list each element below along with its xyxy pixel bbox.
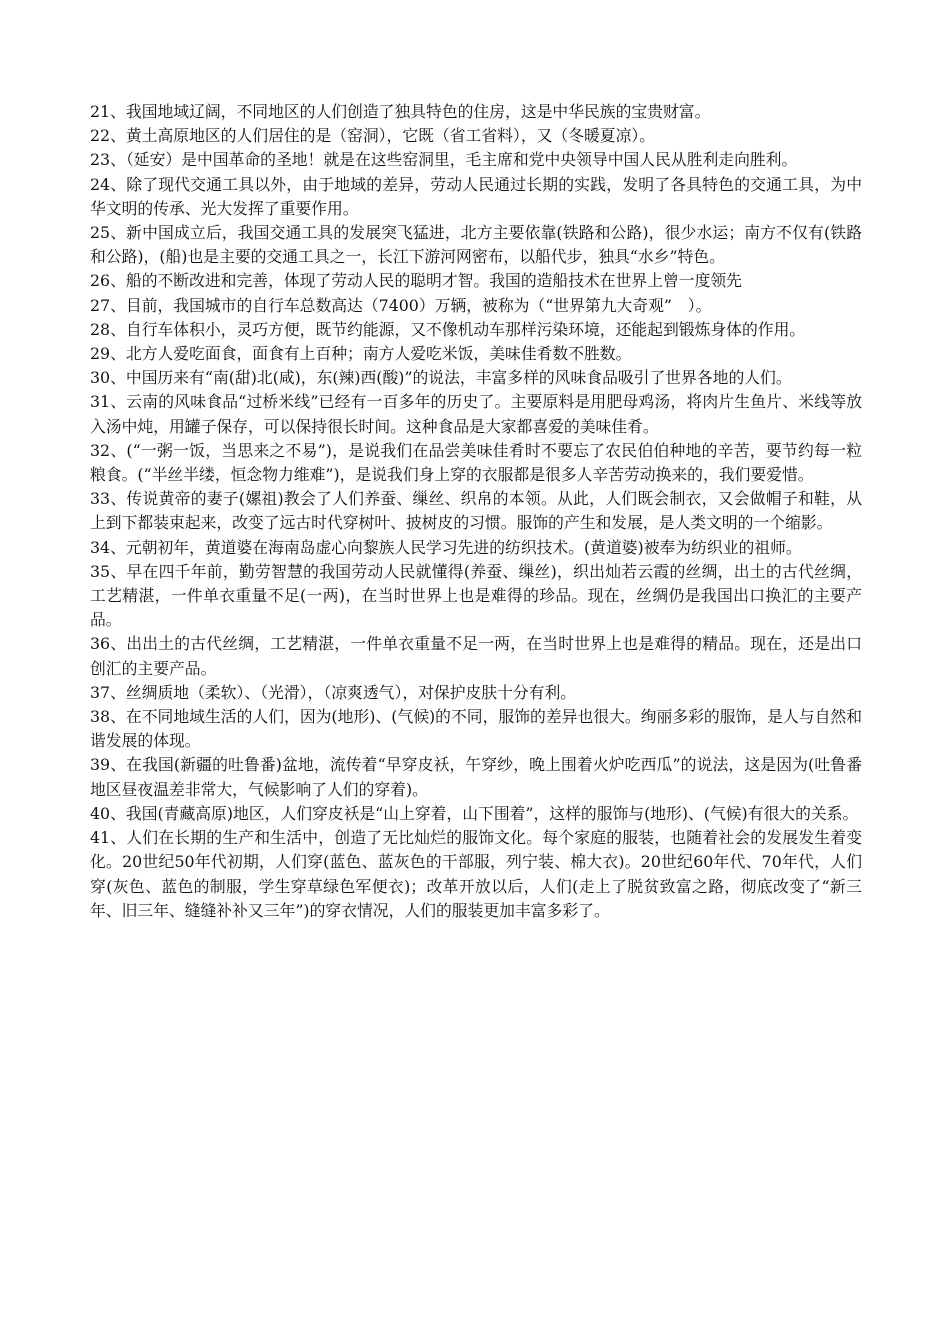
paragraph-22: 22、黄土高原地区的人们居住的是（窑洞），它既（省工省料），又（冬暖夏凉）。 xyxy=(90,126,656,146)
document-body xyxy=(90,100,862,923)
paragraph-28: 28、自行车体积小，灵巧方便，既节约能源，又不像机动车那样污染环境，还能起到锻炼身体的作用。 xyxy=(90,319,806,339)
paragraph-31: 31、云南的风味食品“过桥米线”已经有一百多年的历史了。主要原料是用肥母鸡汤，将肉片生鱼片、米线等放入汤中炖，用罐子保存，可以保持很长时间。这种食品是大家都喜爱的美味佳肴。 xyxy=(90,392,862,436)
paragraph-40: 40、我国(青藏高原)地区，人们穿皮袄是“山上穿着，山下围着”，这样的服饰与(地形)、(气候)有很大的关系。 xyxy=(90,803,859,823)
paragraph-25: 25、新中国成立后，我国交通工具的发展突飞猛进，北方主要依靠(铁路和公路)，很少水运；南方不仅有(铁路和公路)，(船)也是主要的交通工具之一，长江下游河网密布，以船代步，独具“水乡”特色。 xyxy=(90,223,862,267)
paragraph-35: 35、早在四千年前，勤劳智慧的我国劳动人民就懂得(养蚕、缫丝)，织出灿若云霞的丝绸，出土的古代丝绸，工艺精湛，一件单衣重量不足(一两)，在当时世界上也是难得的珍品。现在，丝绸仍是我国出口换汇的主要产品。 xyxy=(90,561,862,630)
paragraph-37: 37、丝绸质地（柔软）、（光滑），（凉爽透气），对保护皮肤十分有利。 xyxy=(90,682,577,702)
paragraph-23: 23、（延安）是中国革命的圣地！就是在这些窑洞里，毛主席和党中央领导中国人民从胜利走向胜利。 xyxy=(90,150,798,170)
paragraph-32: 32、(“一粥一饭，当思来之不易”)，是说我们在品尝美味佳肴时不要忘了农民伯伯种地的辛苦，要节约每一粒粮食。(“半丝半缕，恒念物力维难”)，是说我们身上穿的衣服都是很多人辛苦劳动换来的，我们要爱惜。 xyxy=(90,440,862,485)
paragraph-30: 30、中国历来有“南(甜)北(咸)，东(辣)西(酸)”的说法，丰富多样的风味食品吸引了世界各地的人们。 xyxy=(90,368,792,388)
paragraph-21: 21、我国地域辽阔，不同地区的人们创造了独具特色的住房，这是中华民族的宝贵财富。 xyxy=(90,102,711,121)
paragraph-39: 39、在我国(新疆的吐鲁番)盆地，流传着“早穿皮袄，午穿纱，晚上围着火炉吃西瓜”的说法，这是因为(吐鲁番地区昼夜温差非常大，气候影响了人们的穿着)。 xyxy=(90,755,862,799)
paragraph-38: 38、在不同地域生活的人们，因为(地形)、(气候)的不同，服饰的差异也很大。绚丽多彩的服饰，是人与自然和谐发展的体现。 xyxy=(90,707,862,751)
paragraph-24: 24、除了现代交通工具以外，由于地域的差异，劳动人民通过长期的实践，发明了各具特色的交通工具，为中华文明的传承、光大发挥了重要作用。 xyxy=(90,174,862,218)
paragraph-26: 26、船的不断改进和完善，体现了劳动人民的聪明才智。我国的造船技术在世界上曾一度领先 xyxy=(90,271,742,291)
paragraph-33: 33、传说黄帝的妻子(嫘祖)教会了人们养蚕、缫丝、织帛的本领。从此，人们既会制衣，又会做帽子和鞋，从上到下都装束起来，改变了远古时代穿树叶、披树皮的习惯。服饰的产生和发展，是人类文明的一个缩影。 xyxy=(90,489,862,533)
paragraph-36: 36、出出土的古代丝绸，工艺精湛，一件单衣重量不足一两，在当时世界上也是难得的精品。现在，还是出口创汇的主要产品。 xyxy=(90,634,862,678)
paragraph-27: 27、目前，我国城市的自行车总数高达（7400）万辆，被称为（“世界第九大奇观” ）。 xyxy=(90,295,712,315)
paragraph-29: 29、北方人爱吃面食，面食有上百种；南方人爱吃米饭，美味佳肴数不胜数。 xyxy=(90,344,632,364)
paragraph-41: 41、人们在长期的生产和生活中，创造了无比灿烂的服饰文化。每个家庭的服装，也随着社会的发展发生着变化。20世纪50年代初期，人们穿(蓝色、蓝灰色的干部服，列宁装、棉大衣)。20世纪60年代、70年代，人们穿(灰色、蓝色的制服，学生穿草绿色军便衣)；改革开放以后，人们(走上了脱贫致富之路，彻底改变了“新三年、旧三年、缝缝补补又三年”)的穿衣情况，人们的服装更加丰富多彩了。 xyxy=(90,828,862,920)
paragraph-34: 34、元朝初年，黄道婆在海南岛虚心向黎族人民学习先进的纺织技术。(黄道婆)被奉为纺织业的祖师。 xyxy=(90,537,802,557)
